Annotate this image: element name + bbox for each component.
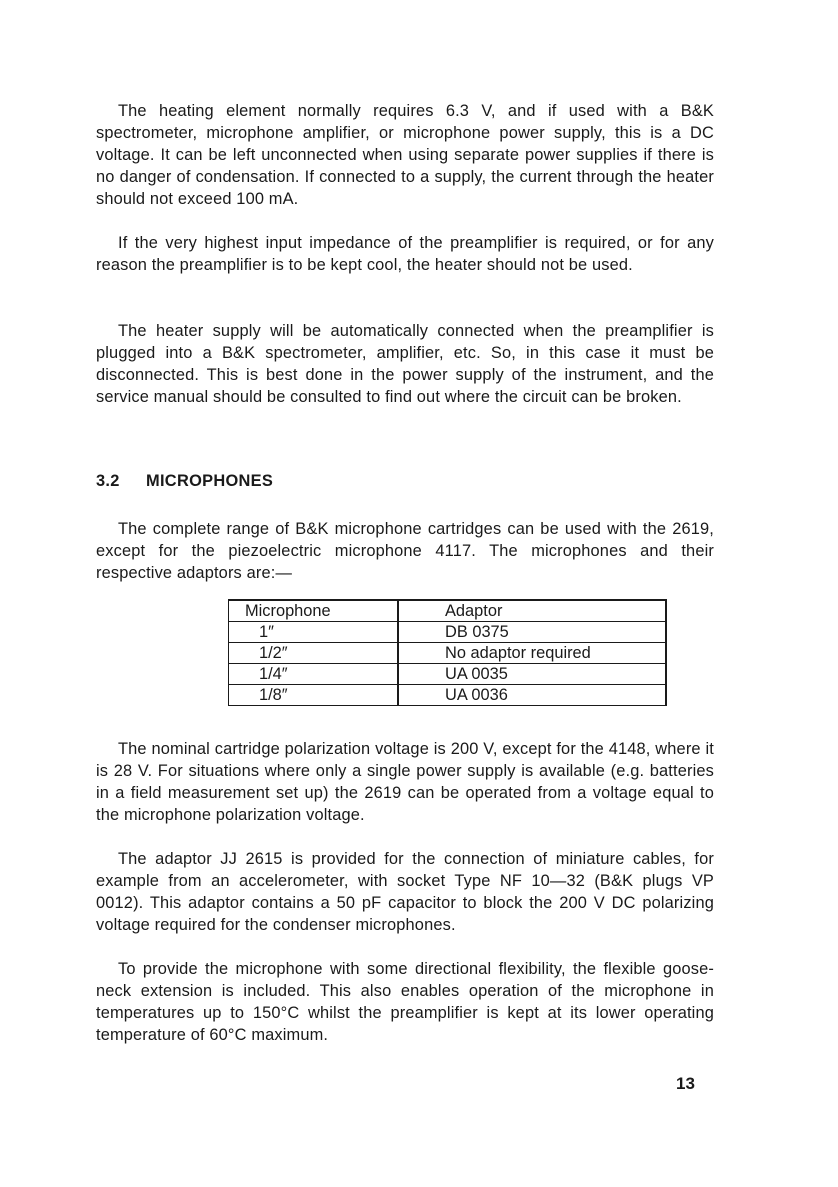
section-heading [96,472,273,491]
table-cell-microphone: 1/8″ [229,685,399,706]
table-cell-adaptor: UA 0036 [398,685,666,706]
table-cell-adaptor: No adaptor required [398,643,666,664]
section-title: MICROPHONES [146,472,274,490]
table-cell-microphone: 1/2″ [229,643,399,664]
section-number: 3.2 [96,472,120,490]
table-row [229,664,667,685]
table-header-row [229,600,667,622]
paragraph-heater-supply: The heater supply will be automatically connected when the preamplifier is plugged into a B&K spectrometer, amplifier, etc. So, in this case it must be disconnected. This is best done in the power supply of the instrument, and the service manual should be consulted to find out where the circuit can be broken. [96,322,714,406]
paragraph-polarization-voltage: The nominal cartridge polarization voltage is 200 V, except for the 4148, where it is 28 V. For situations where only a single power supply is available (e.g. batteries in a field measurement set up) the 2619 can be operated from a voltage equal to the microphone polarization voltage. [96,740,714,824]
table-cell-adaptor: UA 0035 [398,664,666,685]
page-number: 13 [676,1074,695,1093]
table-cell-microphone: 1/4″ [229,664,399,685]
table-cell-microphone: 1″ [229,622,399,643]
table-row [229,685,667,706]
paragraph-goose-neck: To provide the microphone with some directional flexibility, the flexible goose-neck extension is included. This also enables operation of the microphone in temperatures up to 150°C whilst the preamplifier is kept at its lower operating temperature of 60°C maximum. [96,960,714,1044]
table-header-adaptor: Adaptor [398,600,666,622]
paragraph-microphone-range: The complete range of B&K microphone cartridges can be used with the 2619, except for the piezoelectric microphone 4117. The microphones and their respective adaptors are:— [96,520,714,582]
microphone-adaptor-table [228,599,667,706]
paragraph-input-impedance: If the very highest input impedance of the preamplifier is required, or for any reason the preamplifier is to be kept cool, the heater should not be used. [96,234,714,274]
table-row [229,622,667,643]
table-row [229,643,667,664]
table-header-microphone: Microphone [229,600,399,622]
paragraph-adaptor-jj2615: The adaptor JJ 2615 is provided for the connection of miniature cables, for example from an accelerometer, with socket Type NF 10—32 (B&K plugs VP 0012). This adaptor contains a 50 pF capacitor to block the 200 V DC polarizing voltage required for the condenser microphones. [96,850,714,934]
table-cell-adaptor: DB 0375 [398,622,666,643]
paragraph-heater-voltage: The heating element normally requires 6.3 V, and if used with a B&K spectrometer, microphone amplifier, or microphone power supply, this is a DC voltage. It can be left unconnected when using separate power supplies if there is no danger of condensation. If connected to a supply, the current through the heater should not exceed 100 mA. [96,102,714,208]
